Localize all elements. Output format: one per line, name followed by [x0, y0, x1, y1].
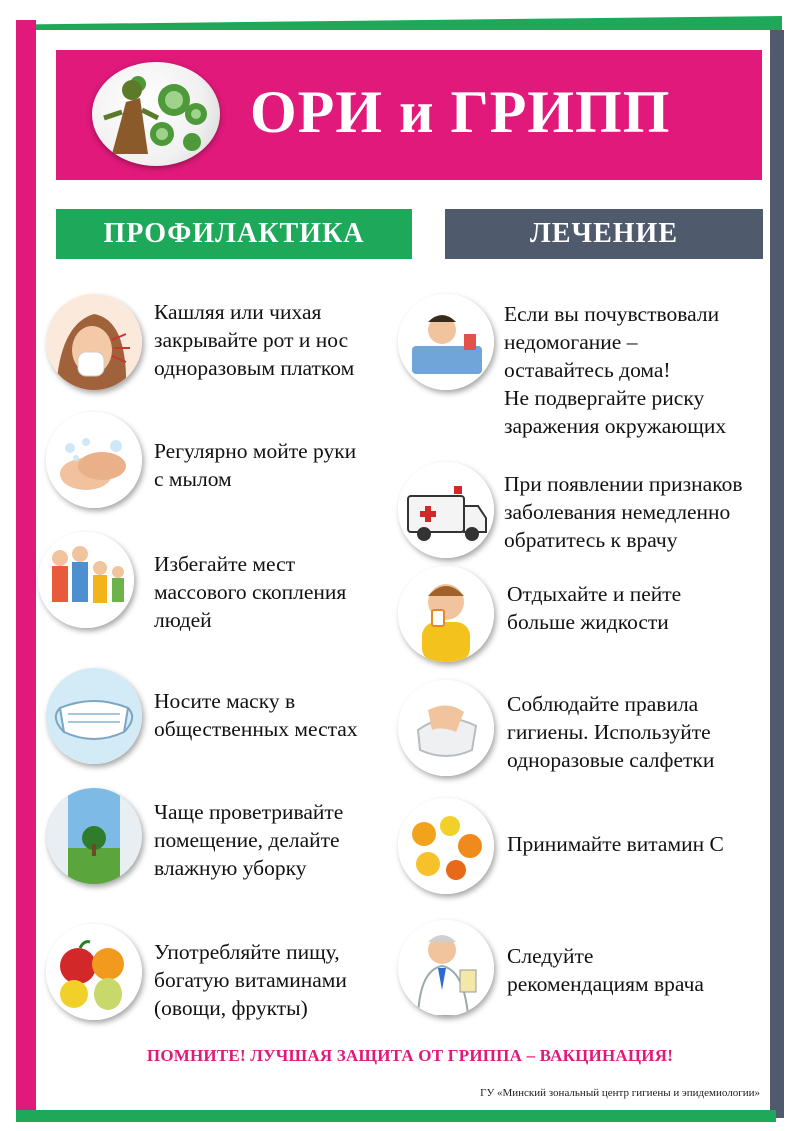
treatment-heading: ЛЕЧЕНИЕ — [445, 209, 763, 259]
vaccination-slogan: ПОМНИТЕ! ЛУЧШАЯ ЗАЩИТА ОТ ГРИППА – ВАКЦИНАЦИЯ! — [146, 1046, 674, 1065]
poster-title: ОРИ и ГРИПП — [250, 79, 671, 145]
prevention-heading: ПРОФИЛАКТИКА — [56, 209, 412, 259]
child-drinking-icon — [398, 566, 494, 662]
virus-logo-icon — [92, 62, 220, 166]
sick-in-bed-icon — [398, 294, 494, 390]
treatment-item-text: При появлении признаков заболевания немедленно обратитесь к врачу — [504, 472, 743, 552]
prevention-item-text: Носите маску в общественных местах — [154, 689, 358, 741]
treatment-item-text: Следуйте рекомендациям врача — [507, 944, 704, 996]
face-mask-icon — [46, 668, 142, 764]
tissue-hands-icon — [398, 680, 494, 776]
ambulance-icon — [398, 462, 494, 558]
open-window-icon — [46, 788, 142, 884]
treatment-item-text: Принимайте витамин С — [507, 832, 724, 856]
bottom-accent-bar — [16, 1110, 776, 1122]
prevention-item-text: Кашляя или чихая закрывайте рот и нос одноразовым платком — [154, 300, 355, 380]
prevention-item-text: Употребляйте пищу, богатую витаминами (овощи, фрукты) — [154, 940, 347, 1020]
citrus-slices-icon — [398, 798, 494, 894]
prevention-item-text: Чаще проветривайте помещение, делайте влажную уборку — [154, 800, 344, 880]
organization-credit: ГУ «Минский зональный центр гигиены и эпидемиологии» — [480, 1087, 760, 1099]
handwashing-icon — [46, 412, 142, 508]
prevention-item-text: Избегайте мест массового скопления людей — [154, 552, 347, 632]
treatment-item-text: Если вы почувствовали недомогание – оставайтесь дома! Не подвергайте риску заражения окружающих — [504, 302, 727, 438]
right-accent-bar — [770, 30, 784, 1118]
treatment-item-text: Отдыхайте и пейте больше жидкости — [507, 582, 682, 634]
prevention-item-text: Регулярно мойте руки с мылом — [154, 439, 357, 491]
crowd-icon — [38, 532, 134, 628]
top-accent-bar — [30, 16, 782, 30]
left-accent-bar — [16, 20, 36, 1120]
doctor-icon — [398, 920, 494, 1016]
fruits-icon — [46, 924, 142, 1020]
sneezing-woman-icon — [46, 294, 142, 390]
treatment-item-text: Соблюдайте правила гигиены. Используйте одноразовые салфетки — [507, 692, 715, 772]
